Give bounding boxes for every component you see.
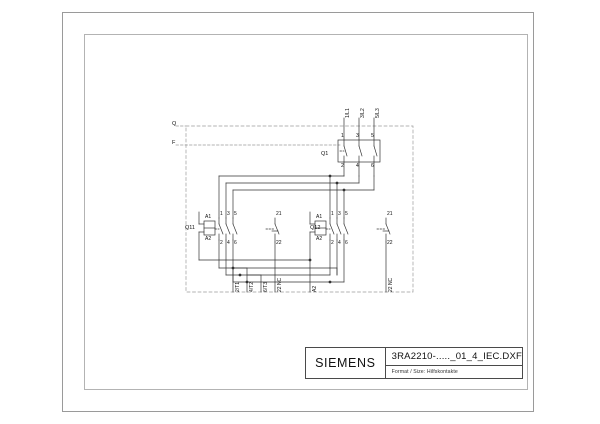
left-top-terminal-5: 5 [234,211,237,217]
left-bottom-terminal-2: 2 [220,240,223,246]
bottom-label-a2: A2 [312,285,318,292]
left-aux-21: 21 [276,211,282,217]
right-bottom-terminal-4: 4 [338,240,341,246]
left-bottom-terminal-6: 6 [234,240,237,246]
title-block-logo-cell [306,348,386,378]
left-coil-a1: A1 [205,214,212,220]
breaker-top-terminal-1: 1 [341,133,344,139]
right-top-terminal-1: 1 [331,211,334,217]
terminal-label-l3: 5/L3 [375,108,381,118]
sheet-inner-border [84,34,528,390]
format-size-line: Format / Size: Hilfskontakte [391,369,458,375]
terminal-label-l1: 1/L1 [345,108,351,118]
drawing-number: 3RA2210-....._01_4_IEC.DXF [386,348,522,366]
bottom-label-t3: 6/T3 [263,281,269,292]
breaker-bottom-terminal-4: 4 [356,163,359,169]
designator-q11: Q11 [185,225,195,231]
designator-q12: Q12 [310,225,321,231]
breaker-bottom-terminal-2: 2 [341,163,344,169]
right-coil-a2: A2 [316,236,323,242]
right-coil-a1: A1 [316,214,323,220]
marker-q: Q [172,121,177,127]
left-top-terminal-3: 3 [227,211,230,217]
title-block [305,347,523,379]
breaker-bottom-terminal-6: 6 [371,163,374,169]
right-aux-21: 21 [387,211,393,217]
left-bottom-terminal-4: 4 [227,240,230,246]
left-coil-a2: A2 [205,236,212,242]
marker-f: F [172,140,176,146]
bottom-label-nc-right: 22 NC [388,277,394,292]
designator-q1: Q1 [321,151,329,157]
siemens-logo-text: SIEMENS [315,356,376,370]
right-aux-22: 22 [387,240,393,246]
bottom-label-t2: 4/T2 [249,281,255,292]
breaker-top-terminal-3: 3 [356,133,359,139]
right-top-terminal-3: 3 [338,211,341,217]
bottom-label-t1: 2/T1 [235,281,241,292]
right-bottom-terminal-6: 6 [345,240,348,246]
left-aux-22: 22 [276,240,282,246]
breaker-top-terminal-5: 5 [371,133,374,139]
right-bottom-terminal-2: 2 [331,240,334,246]
terminal-label-l2: 3/L2 [360,108,366,118]
left-top-terminal-1: 1 [220,211,223,217]
bottom-label-nc-left: 22 NC [277,277,283,292]
title-block-info-cell [386,348,522,378]
right-top-terminal-5: 5 [345,211,348,217]
